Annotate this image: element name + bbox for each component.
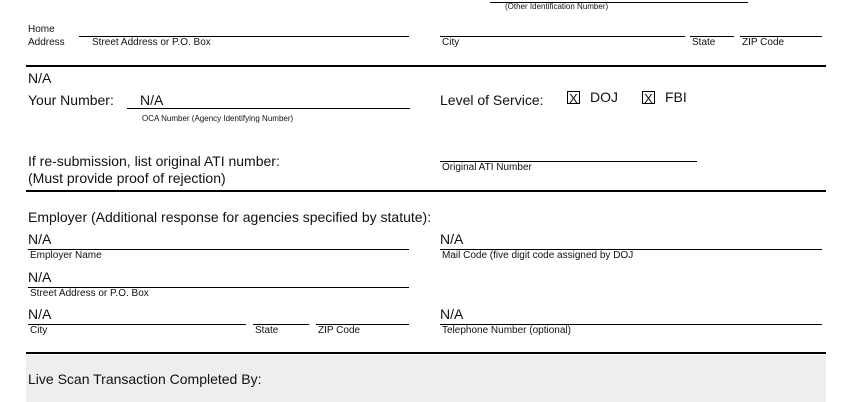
telephone-value: N/A bbox=[440, 306, 464, 322]
fbi-checkbox[interactable]: X bbox=[642, 91, 655, 104]
original-ati-caption: Original ATI Number bbox=[442, 162, 532, 173]
section-divider-2 bbox=[26, 190, 826, 192]
home-state-caption: State bbox=[692, 37, 716, 48]
agency-na-value: N/A bbox=[28, 70, 52, 86]
employer-heading: Employer (Additional response for agencies specified by statute): bbox=[28, 209, 432, 225]
employer-city-value: N/A bbox=[28, 306, 52, 322]
your-number-label: Your Number: bbox=[28, 92, 114, 108]
home-address-label-2: Address bbox=[28, 37, 65, 48]
employer-city-caption: City bbox=[30, 325, 48, 336]
your-number-field[interactable] bbox=[127, 108, 410, 109]
doj-checkbox[interactable]: X bbox=[567, 91, 580, 104]
your-number-value: N/A bbox=[140, 92, 164, 108]
employer-name-caption: Employer Name bbox=[30, 250, 102, 261]
telephone-caption: Telephone Number (optional) bbox=[442, 325, 571, 336]
section-divider-1 bbox=[26, 65, 826, 67]
doj-label: DOJ bbox=[590, 89, 618, 105]
home-street-caption: Street Address or P.O. Box bbox=[92, 37, 211, 48]
employer-name-value: N/A bbox=[28, 231, 52, 247]
resubmission-label-2: (Must provide proof of rejection) bbox=[28, 170, 226, 186]
section-divider-3 bbox=[26, 352, 826, 354]
home-city-field[interactable] bbox=[440, 36, 685, 37]
mail-code-value: N/A bbox=[440, 231, 464, 247]
employer-street-caption: Street Address or P.O. Box bbox=[30, 288, 149, 299]
employer-city-field[interactable] bbox=[28, 324, 246, 325]
mail-code-caption: Mail Code (five digit code assigned by DOJ bbox=[442, 250, 634, 261]
employer-state-caption: State bbox=[255, 325, 279, 336]
home-city-caption: City bbox=[442, 37, 460, 48]
home-zip-caption: ZIP Code bbox=[742, 37, 785, 48]
live-scan-heading: Live Scan Transaction Completed By: bbox=[28, 371, 262, 387]
fbi-label: FBI bbox=[665, 89, 687, 105]
level-of-service-label: Level of Service: bbox=[440, 92, 544, 108]
employer-zip-caption: ZIP Code bbox=[318, 325, 361, 336]
other-id-caption: (Other Identification Number) bbox=[505, 2, 609, 11]
home-address-label-1: Home bbox=[28, 24, 55, 35]
oca-caption: OCA Number (Agency Identifying Number) bbox=[142, 114, 294, 123]
employer-street-value: N/A bbox=[28, 269, 52, 285]
resubmission-label-1: If re-submission, list original ATI number: bbox=[28, 153, 280, 169]
